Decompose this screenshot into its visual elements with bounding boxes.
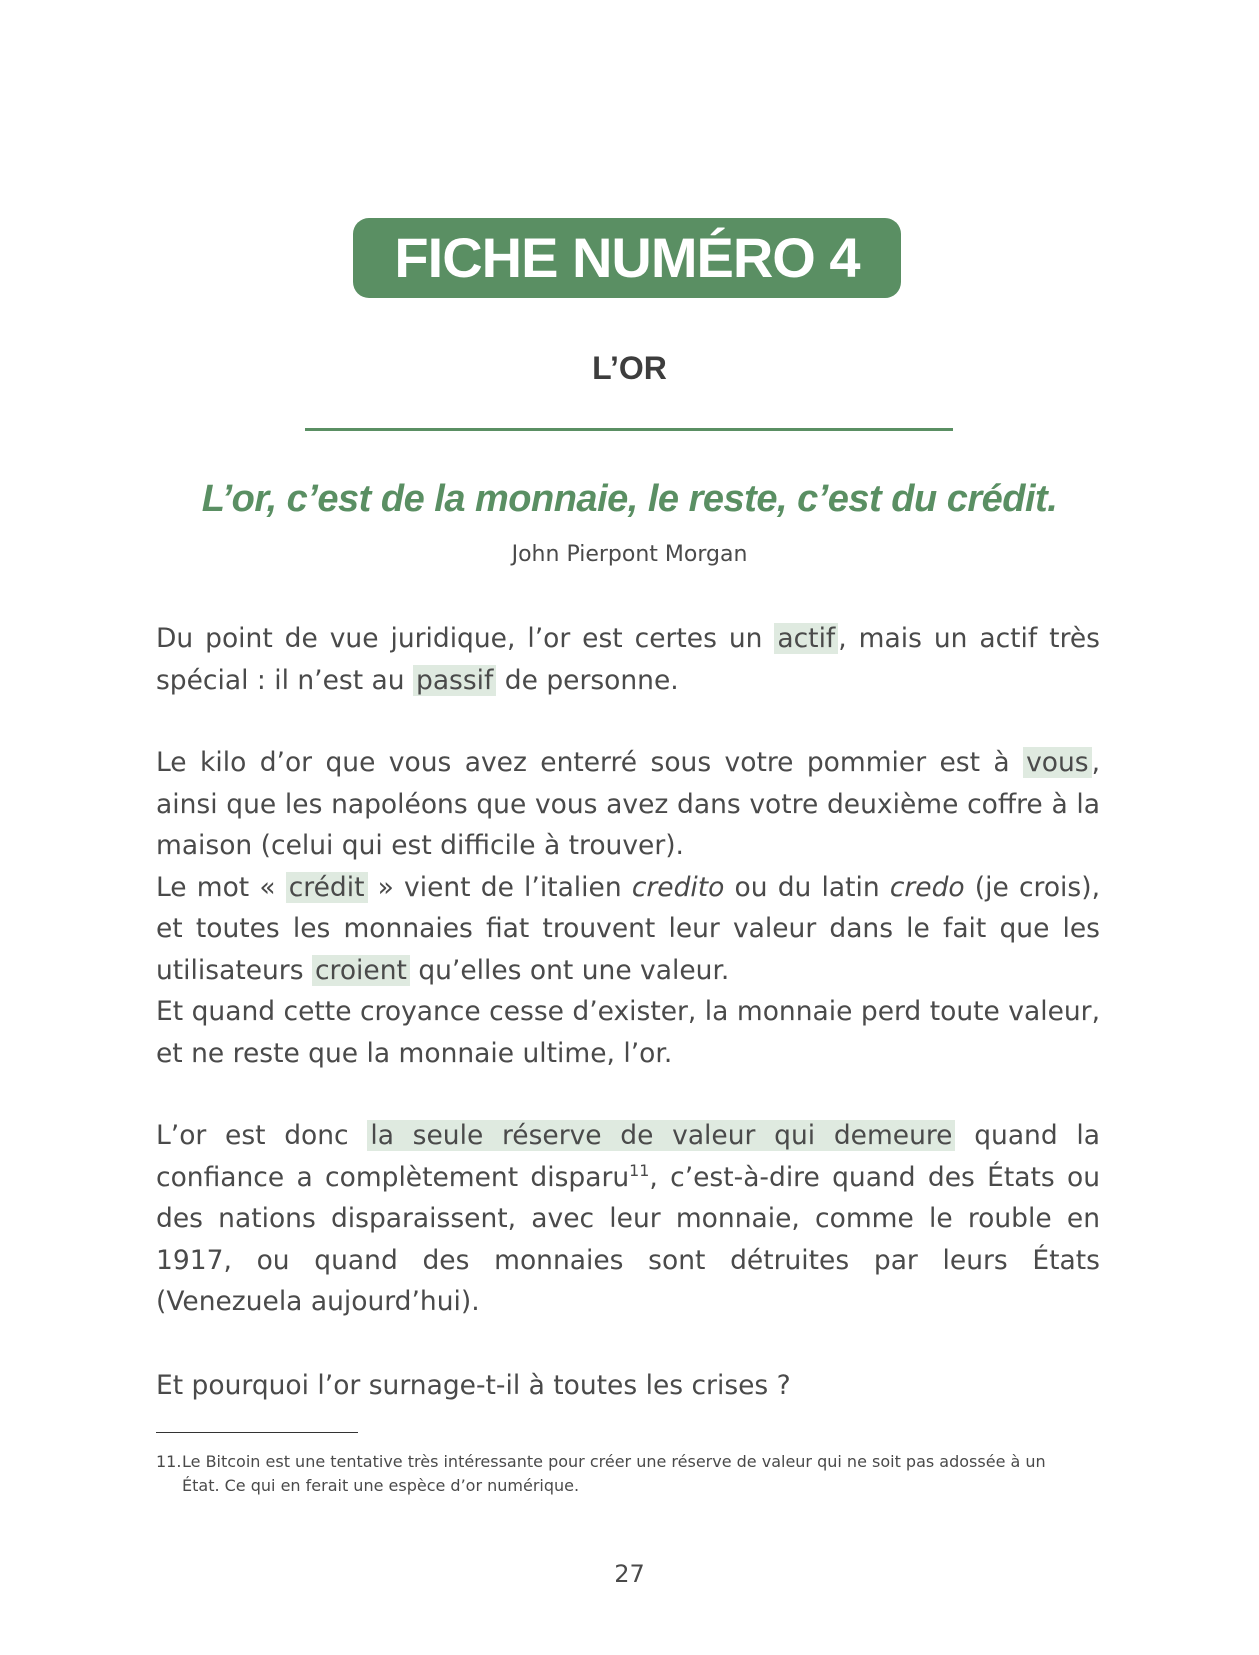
footnote-divider [156, 1432, 358, 1433]
epigraph-quote: L’or, c’est de la monnaie, le reste, c’est du crédit. [201, 478, 1058, 520]
chapter-banner: FICHE NUMÉRO 4 [353, 218, 901, 298]
epigraph-author: John Pierpont Morgan [511, 542, 748, 567]
footnote-ref[interactable]: 11 [629, 1160, 650, 1180]
highlight-passif: passif [413, 665, 496, 696]
chapter-title: L’OR [592, 350, 667, 386]
paragraph-1: Du point de vue juridique, l’or est certes un actif , mais un actif très spécial : il n’est au passif de personne. [156, 623, 1100, 696]
highlight-vous: vous [1023, 747, 1092, 778]
paragraph-3: L’or est donc la seule réserve de valeur qui demeure quand la confiance a complètement disparu$^{11}$, c’est-à-dire quand des États ou des nations disparaissent, avec leur monnaie, comme le rouble en 1917, ou quand des monnaies sont détruites par leurs États (Venezuela aujourd’hui). [156, 1120, 1101, 1317]
page-number: 27 [614, 1560, 645, 1588]
highlight-credit: crédit [286, 872, 368, 903]
italic-credo: credo [889, 871, 965, 903]
footnote: 11.Le Bitcoin est une tentative très intéressante pour créer une réserve de valeur qui ne soit pas adossée à un État. Ce qui en ferait une espèce d’or numérique. [156, 1452, 1046, 1495]
italic-credito: credito [631, 871, 725, 903]
paragraph-2: Le kilo d’or que vous avez enterré sous votre pommier est à vous , ainsi que les napoléons que vous avez dans votre deuxième coffre à la maison (celui qui est difficile à trouver). Le mot « crédit » vient de l’italien credito ou du latin credo (je crois), et toutes les monnaies fiat trouvent leur valeur dans le fait que les utilisateurs croient qu’elles ont une valeur. Et quand cette croyance cesse d’exister, la monnaie perd toute valeur, et ne reste que la monnaie ultime, l’or. [156, 742, 1100, 1074]
highlight-actif: actif [774, 623, 838, 654]
footnote-number: 11. [156, 1452, 182, 1471]
title-divider [305, 428, 953, 431]
paragraph-4: Et pourquoi l’or surnage-t-il à toutes les crises ? [156, 1370, 791, 1401]
highlight-croient: croient [312, 955, 410, 986]
highlight-reserve: la seule réserve de valeur qui demeure [367, 1120, 955, 1151]
paragraph-2-last: Et quand cette croyance cesse d’exister, la monnaie perd toute valeur, et ne reste que la monnaie ultime, l’or. [156, 996, 1100, 1069]
